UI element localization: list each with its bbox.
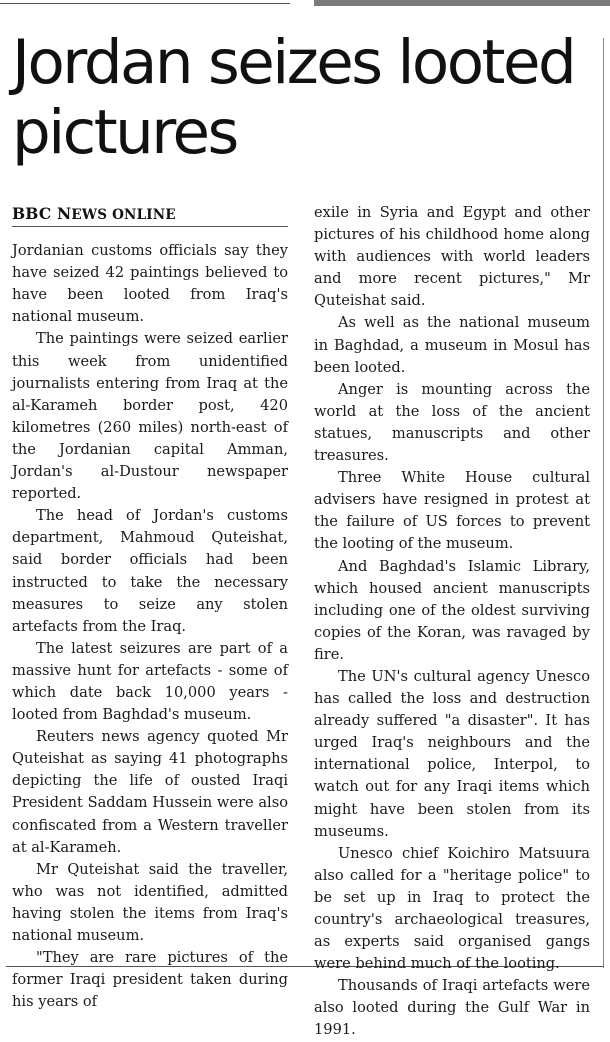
paragraph: As well as the national museum in Baghdad, a museum in Mosul has been looted. [314, 314, 590, 376]
headline: Jordan seizes looted pictures [12, 27, 575, 168]
paragraph: Unesco chief Koichiro Matsuura also called for a "heritage police" to be set up in Iraq to protect the country's archaeological treasures, as experts said organised gangs were behind much of the looting. [314, 844, 590, 973]
byline [12, 203, 288, 226]
right-column [314, 202, 590, 1042]
paragraph: Thousands of Iraqi artefacts were also looted during the Gulf War in 1991. [314, 977, 590, 1039]
right-margin-rule [603, 38, 604, 968]
paragraph: The paintings were seized earlier this week from unidentified journalists entering from Iraq at the al-Karameh border post, 420 kilometres (260 miles) north-east of the Jordanian capital Amman, Jordan's al-Dustour newspaper reported. [12, 330, 288, 503]
paragraph: Reuters news agency quoted Mr Quteishat as saying 41 photographs depicting the life of ousted Iraqi President Saddam Hussein were also confiscated from a Western traveller at al-Karameh. [12, 728, 288, 856]
top-rule-right [314, 0, 610, 6]
paragraph: Mr Quteishat said the traveller, who was not identified, admitted having stolen the items from Iraq's national museum. [12, 860, 288, 944]
left-column [12, 203, 288, 1013]
paragraph: The head of Jordan's customs department, Mahmoud Quteishat, said border officials had been instructed to take the necessary measures to seize any stolen artefacts from the Iraq. [12, 507, 288, 635]
paragraph: Three White House cultural advisers have resigned in protest at the failure of US forces to prevent the looting of the museum. [314, 469, 590, 553]
byline-first: BBC N [12, 204, 72, 223]
byline-rule [12, 226, 288, 227]
paragraph: The UN's cultural agency Unesco has called the loss and destruction already suffered "a disaster". It has urged Iraq's neighbours and the international police, Interpol, to watch out for any Iraqi items which might have been stolen from its museums. [314, 667, 590, 840]
top-rule-left [0, 3, 290, 4]
paragraph: The latest seizures are part of a massive hunt for artefacts - some of which date back 10,000 years - looted from Baghdad's museum. [12, 639, 288, 724]
paragraph: And Baghdad's Islamic Library, which housed ancient manuscripts including one of the oldest surviving copies of the Koran, was ravaged by fire. [314, 557, 590, 663]
paragraph: Jordanian customs officials say they have seized 42 paintings believed to have been looted from Iraq's national museum. [12, 242, 288, 326]
paragraph: Anger is mounting across the world at the loss of the ancient statues, manuscripts and other treasures. [314, 380, 590, 465]
paragraph: "They are rare pictures of the former Iraqi president taken during his years of [12, 949, 288, 1011]
paragraph: exile in Syria and Egypt and other pictures of his childhood home along with audiences with world leaders and more recent pictures," Mr Quteishat said. [314, 204, 590, 310]
byline-rest: EWS ONLINE [71, 207, 176, 223]
